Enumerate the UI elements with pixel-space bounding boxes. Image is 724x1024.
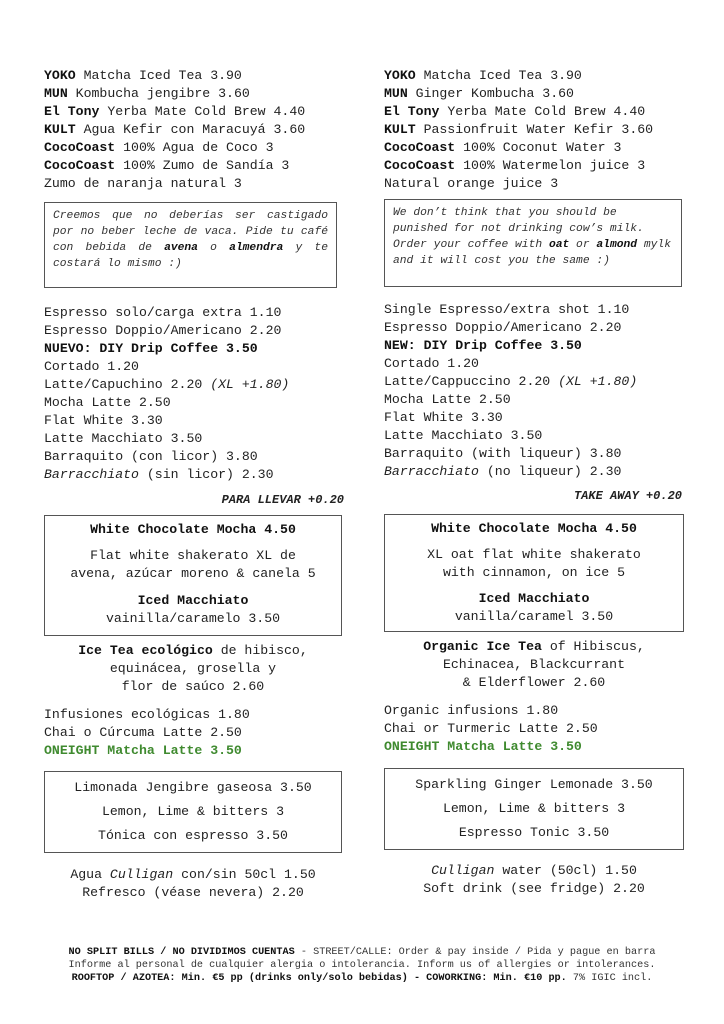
special-description: avena, azúcar moreno & canela 5 (70, 566, 316, 581)
list-item: Flat White 3.30 (44, 413, 163, 428)
list-item: Natural orange juice 3 (384, 176, 559, 191)
special-description: vainilla/caramelo 3.50 (105, 611, 281, 626)
special-description: Flat white shakerato XL de (90, 548, 296, 563)
list-item: El Tony Yerba Mate Cold Brew 4.40 (384, 104, 646, 119)
list-item: Lemon, Lime & bitters 3 (442, 801, 626, 816)
footer-line: Informe al personal de cualquier alergia o intolerancia. Inform us of allergies or intolerances. (68, 960, 656, 971)
ice-tea-item: Ice Tea ecológico de hibisco, equinácea, grosella y flor de saúco 2.60 (78, 643, 308, 694)
list-item: Latte/Capuchino 2.20 (XL +1.80) (44, 377, 290, 392)
list-item: CocoCoast 100% Agua de Coco 3 (44, 140, 274, 155)
list-item: Espresso Tonic 3.50 (458, 825, 610, 840)
specials-box (44, 515, 342, 636)
list-item: Espresso Doppio/Americano 2.20 (44, 323, 282, 338)
list-item: MUN Kombucha jengibre 3.60 (44, 86, 250, 101)
list-item: Culligan water (50cl) 1.50 (431, 863, 637, 878)
list-item: Cortado 1.20 (44, 359, 139, 374)
plant-milk-note: Creemos que no deberías ser castigado por no beber leche de vaca. Pide tu café con bebida de avena o almendra y te costará lo mismo :) (44, 202, 337, 288)
list-item: YOKO Matcha Iced Tea 3.90 (384, 68, 582, 83)
coffee-list (44, 304, 289, 484)
coffee-list (384, 301, 637, 481)
list-item: CocoCoast 100% Coconut Water 3 (384, 140, 622, 155)
list-item: Latte Macchiato 3.50 (44, 431, 203, 446)
list-item: CocoCoast 100% Watermelon juice 3 (384, 158, 646, 173)
list-item: Agua Culligan con/sin 50cl 1.50 (70, 867, 316, 882)
infusions-list (384, 702, 598, 756)
footer-line: NO SPLIT BILLS / NO DIVIDIMOS CUENTAS - STREET/CALLE: Order & pay inside / Pida y pague en barra (68, 947, 656, 958)
list-item: Latte Macchiato 3.50 (384, 428, 543, 443)
special-title: Iced Macchiato (478, 591, 590, 606)
list-item: KULT Passionfruit Water Kefir 3.60 (384, 122, 654, 137)
list-item: ONEIGHT Matcha Latte 3.50 (384, 739, 582, 754)
footer-policies (0, 946, 724, 985)
specials-box (384, 514, 684, 632)
water-list (44, 866, 342, 902)
list-item: KULT Agua Kefir con Maracuyá 3.60 (44, 122, 306, 137)
footer-line: ROOFTOP / AZOTEA: Min. €5 pp (drinks only/solo bebidas) - COWORKING: Min. €10 pp. 7% IGIC incl. (71, 973, 653, 984)
cold-drinks-list (44, 67, 305, 193)
list-item: Single Espresso/extra shot 1.10 (384, 302, 630, 317)
plant-milk-note: We don’t think that you should be punished for not drinking cow’s milk. Order your coffee with oat or almond mylk and it will cost you the same :) (384, 199, 682, 287)
takeaway-surcharge: PARA LLEVAR +0.20 (221, 493, 344, 507)
list-item: YOKO Matcha Iced Tea 3.90 (44, 68, 242, 83)
special-description: vanilla/caramel 3.50 (454, 609, 614, 624)
list-item: Tónica con espresso 3.50 (98, 828, 288, 843)
special-title: White Chocolate Mocha 4.50 (431, 521, 637, 536)
list-item: Latte/Cappuccino 2.20 (XL +1.80) (384, 374, 638, 389)
ice-tea-item: Organic Ice Tea of Hibiscus, Echinacea, Blackcurrant & Elderflower 2.60 (423, 639, 645, 690)
list-item: MUN Ginger Kombucha 3.60 (384, 86, 574, 101)
takeaway-surcharge: TAKE AWAY +0.20 (573, 489, 682, 503)
list-item: Organic infusions 1.80 (384, 703, 559, 718)
list-item: Barracchiato (sin licor) 2.30 (44, 467, 274, 482)
special-title: Iced Macchiato (137, 593, 249, 608)
list-item: Infusiones ecológicas 1.80 (44, 707, 250, 722)
infusions-list (44, 706, 250, 760)
list-item: Barraquito (con licor) 3.80 (44, 449, 258, 464)
special-description: XL oat flat white shakerato (427, 547, 641, 562)
list-item: Flat White 3.30 (384, 410, 503, 425)
list-item: CocoCoast 100% Zumo de Sandía 3 (44, 158, 290, 173)
soft-drinks-box (44, 771, 342, 853)
special-title: White Chocolate Mocha 4.50 (90, 522, 296, 537)
list-item: Refresco (véase nevera) 2.20 (82, 885, 304, 900)
list-item: Barraquito (with liqueur) 3.80 (384, 446, 622, 461)
list-item: Cortado 1.20 (384, 356, 479, 371)
list-item: Barracchiato (no liqueur) 2.30 (384, 464, 622, 479)
list-item: Zumo de naranja natural 3 (44, 176, 242, 191)
soft-drinks-box (384, 768, 684, 850)
list-item: ONEIGHT Matcha Latte 3.50 (44, 743, 242, 758)
list-item: El Tony Yerba Mate Cold Brew 4.40 (44, 104, 306, 119)
cold-drinks-list (384, 67, 653, 193)
list-item: Sparkling Ginger Lemonade 3.50 (415, 777, 653, 792)
list-item: Mocha Latte 2.50 (44, 395, 171, 410)
list-item: Espresso Doppio/Americano 2.20 (384, 320, 622, 335)
water-list (384, 862, 684, 898)
special-description: with cinnamon, on ice 5 (442, 565, 626, 580)
list-item: Chai or Turmeric Latte 2.50 (384, 721, 598, 736)
list-item: Chai o Cúrcuma Latte 2.50 (44, 725, 242, 740)
list-item: Soft drink (see fridge) 2.20 (423, 881, 645, 896)
list-item: Limonada Jengibre gaseosa 3.50 (74, 780, 312, 795)
list-item: Espresso solo/carga extra 1.10 (44, 305, 282, 320)
list-item: NUEVO: DIY Drip Coffee 3.50 (44, 341, 258, 356)
list-item: Mocha Latte 2.50 (384, 392, 511, 407)
list-item: NEW: DIY Drip Coffee 3.50 (384, 338, 582, 353)
list-item: Lemon, Lime & bitters 3 (101, 804, 285, 819)
